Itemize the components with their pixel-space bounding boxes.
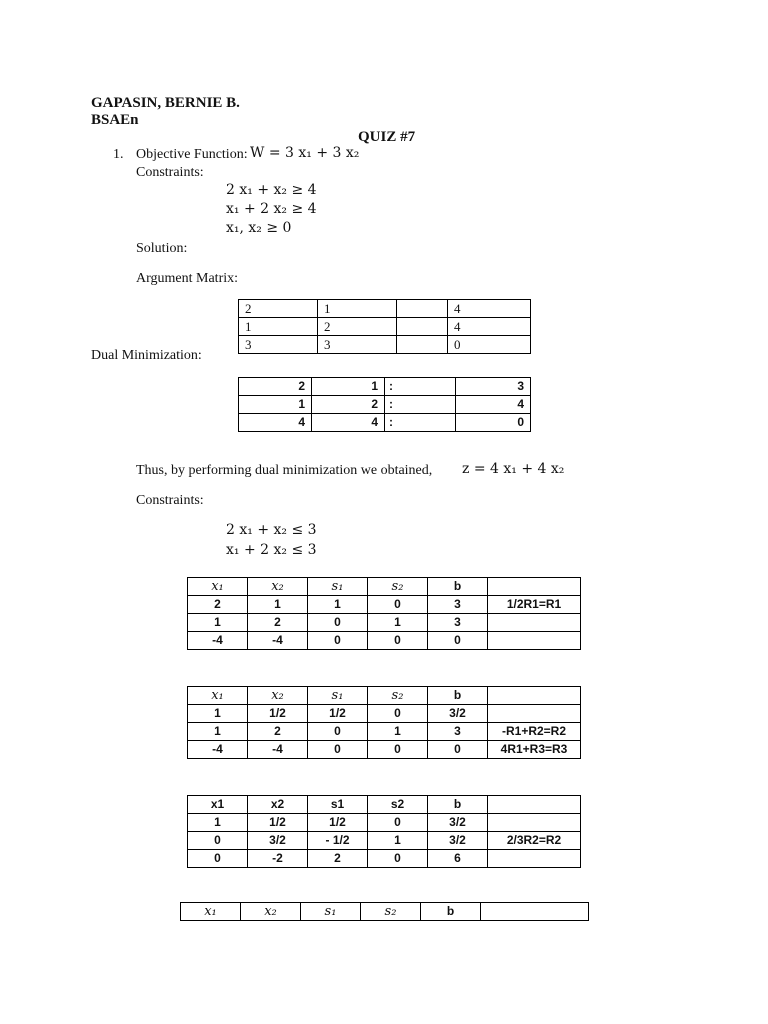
objective-label: Objective Function: [136,147,248,162]
matrix-cell [397,300,448,318]
matrix-row [239,396,531,414]
tableau-cell: -4 [248,632,308,650]
tableau-cell: -4 [188,741,248,759]
tableau-row [188,850,581,868]
tableau-header-row [188,796,581,814]
matrix-cell: 1 [239,396,312,414]
header-cell: x₂ [248,687,308,705]
header-cell: x1 [188,796,248,814]
matrix-row [239,300,531,318]
tableau-cell: 0 [308,614,368,632]
solution-label: Solution: [136,241,188,256]
matrix-cell: 3 [456,378,531,396]
tableau-cell: 1 [308,596,368,614]
header-cell: x₂ [241,903,301,921]
tableau-cell: 1/2 [248,814,308,832]
header-cell [488,578,581,596]
tableau-cell: 1 [368,614,428,632]
header-cell: b [421,903,481,921]
row-operation: 2/3R2=R2 [488,832,581,850]
matrix-cell: : [385,396,456,414]
tableau-cell: 3/2 [248,832,308,850]
header-cell: s₂ [368,578,428,596]
header-cell: x₁ [188,687,248,705]
tableau-cell: 0 [368,632,428,650]
header-cell: x2 [248,796,308,814]
constraint-2: x₁ + 2 x₂ ≥ 4 [226,201,317,217]
simplex-tableau-4 [180,902,589,921]
constraint-3: x₁, x₂ ≥ 0 [226,220,292,236]
matrix-row [239,378,531,396]
matrix-cell: 0 [448,336,531,354]
tableau-cell: 1 [368,832,428,850]
dual-constraint-2: x₁ + 2 x₂ ≤ 3 [226,542,317,558]
tableau-cell: 3/2 [428,832,488,850]
matrix-cell: 3 [318,336,397,354]
tableau-row [188,632,581,650]
header-cell: s₁ [308,578,368,596]
matrix-cell: 4 [456,396,531,414]
constraints2-label: Constraints: [136,493,204,508]
problem-number: 1. [113,147,124,162]
matrix-cell: 2 [318,318,397,336]
row-operation [488,632,581,650]
row-operation: -R1+R2=R2 [488,723,581,741]
tableau-header-row [188,578,581,596]
argument-matrix [238,299,531,354]
row-operation: 1/2R1=R1 [488,596,581,614]
tableau-cell: 0 [308,741,368,759]
row-operation: 4R1+R3=R3 [488,741,581,759]
tableau-cell: 1/2 [308,705,368,723]
matrix-cell: 4 [312,414,385,432]
tableau-cell: 0 [188,850,248,868]
matrix-cell: 3 [239,336,318,354]
matrix-cell: 4 [448,318,531,336]
tableau-row [188,832,581,850]
tableau-row [188,614,581,632]
matrix-cell: 1 [312,378,385,396]
matrix-cell: 4 [239,414,312,432]
constraint-1: 2 x₁ + x₂ ≥ 4 [226,182,317,198]
tableau-row [188,741,581,759]
matrix-cell: 0 [456,414,531,432]
tableau-cell: 0 [308,723,368,741]
matrix-cell: : [385,378,456,396]
simplex-tableau-3 [187,795,581,868]
dual-label: Dual Minimization: [91,348,202,363]
tableau-cell: 6 [428,850,488,868]
matrix-cell [397,318,448,336]
row-operation [488,850,581,868]
simplex-tableau-2 [187,686,581,759]
tableau-cell: 3/2 [428,705,488,723]
tableau-cell: 0 [368,814,428,832]
header-cell: x₂ [248,578,308,596]
header-cell [488,796,581,814]
course: BSAEn [91,112,139,128]
matrix-cell: 2 [239,378,312,396]
tableau-cell: 1 [368,723,428,741]
tableau-row [188,723,581,741]
tableau-cell: 1 [188,723,248,741]
tableau-cell: 1 [188,814,248,832]
header-cell: b [428,796,488,814]
tableau-cell: 1/2 [308,814,368,832]
matrix-cell: 1 [239,318,318,336]
dual-objective: z = 4 x₁ + 4 x₂ [462,461,565,477]
matrix-cell: 2 [312,396,385,414]
matrix-cell: 1 [318,300,397,318]
tableau-cell: 2 [248,723,308,741]
row-operation [488,614,581,632]
row-operation [488,814,581,832]
header-cell: x₁ [188,578,248,596]
tableau-cell: 3 [428,596,488,614]
header-cell: s₁ [308,687,368,705]
matrix-cell: 4 [448,300,531,318]
matrix-cell: 2 [239,300,318,318]
dual-constraint-1: 2 x₁ + x₂ ≤ 3 [226,522,317,538]
tableau-header-row [188,687,581,705]
tableau-header-row [181,903,589,921]
tableau-cell: 0 [188,832,248,850]
row-operation [488,705,581,723]
header-cell [481,903,589,921]
tableau-row [188,705,581,723]
tableau-row [188,814,581,832]
header-cell: b [428,687,488,705]
student-name: GAPASIN, BERNIE B. [91,95,240,111]
matrix-cell: : [385,414,456,432]
tableau-cell: 1/2 [248,705,308,723]
header-cell: x₁ [181,903,241,921]
tableau-cell: 1 [248,596,308,614]
tableau-cell: 0 [368,596,428,614]
thus-text: Thus, by performing dual minimization we obtained, [136,463,433,478]
objective-function: W = 3 x₁ + 3 x₂ [250,145,360,161]
tableau-cell: -2 [248,850,308,868]
header-cell: s1 [308,796,368,814]
header-cell [488,687,581,705]
header-cell: b [428,578,488,596]
tableau-cell: 1 [188,614,248,632]
tableau-cell: 0 [308,632,368,650]
tableau-cell: 0 [368,705,428,723]
matrix-row [239,336,531,354]
matrix-row [239,414,531,432]
header-cell: s₂ [368,687,428,705]
tableau-cell: 2 [248,614,308,632]
header-cell: s₂ [361,903,421,921]
constraints-label: Constraints: [136,165,204,180]
tableau-cell: 2 [188,596,248,614]
header-cell: s₁ [301,903,361,921]
tableau-cell: 3 [428,614,488,632]
tableau-cell: -4 [248,741,308,759]
tableau-cell: -4 [188,632,248,650]
matrix-row [239,318,531,336]
tableau-cell: 1 [188,705,248,723]
quiz-title: QUIZ #7 [358,129,416,145]
dual-matrix [238,377,531,432]
tableau-cell: 0 [428,632,488,650]
tableau-row [188,596,581,614]
tableau-cell: 3 [428,723,488,741]
matrix-cell [397,336,448,354]
header-cell: s2 [368,796,428,814]
simplex-tableau-1 [187,577,581,650]
tableau-cell: 0 [368,850,428,868]
tableau-cell: 3/2 [428,814,488,832]
tableau-cell: 2 [308,850,368,868]
argument-label: Argument Matrix: [136,271,239,286]
tableau-cell: - 1/2 [308,832,368,850]
tableau-cell: 0 [368,741,428,759]
tableau-cell: 0 [428,741,488,759]
